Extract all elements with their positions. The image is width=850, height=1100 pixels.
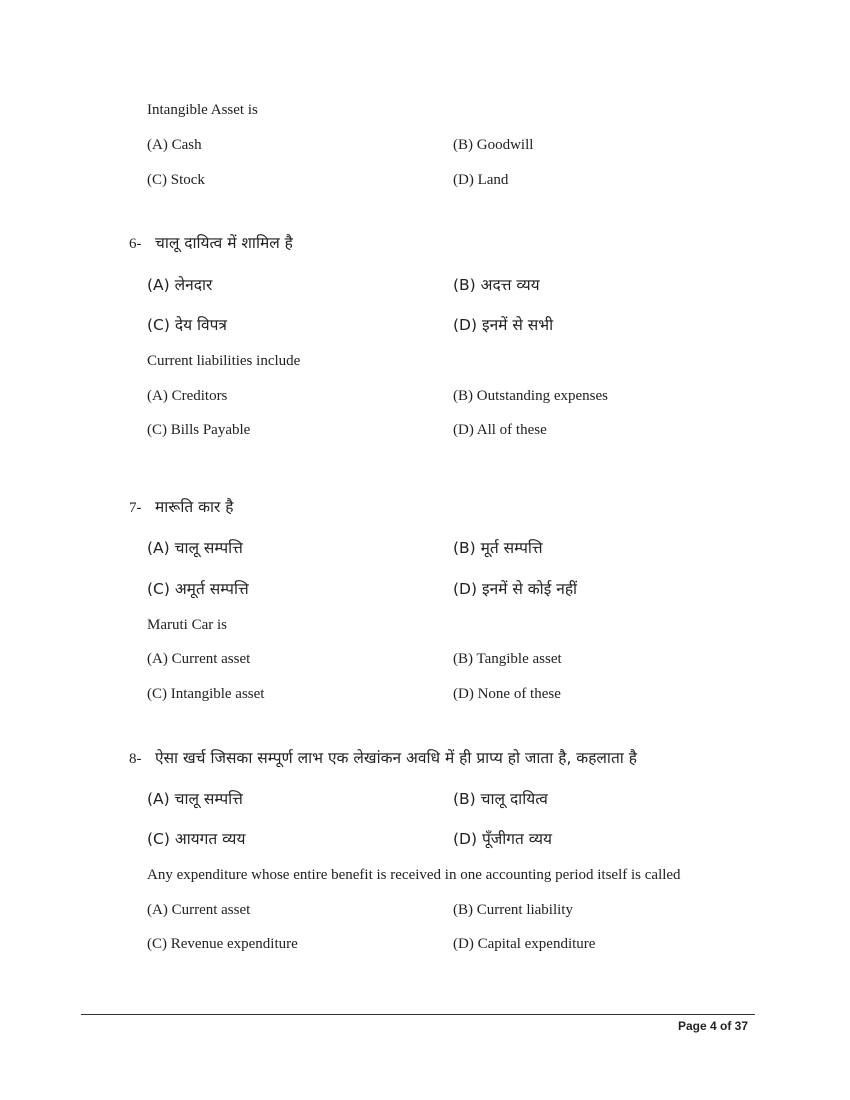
q8-number: 8- [129, 751, 142, 767]
q7-en-option-a: (A) Current asset [147, 651, 251, 667]
q8-hi-option-d: (D) पूँजीगत व्यय [453, 830, 553, 848]
q5-en-question: Intangible Asset is [147, 102, 258, 118]
q7-hi-question [129, 495, 234, 517]
q8-hi-question-text: ऐसा खर्च जिसका सम्पूर्ण लाभ एक लेखांकन अवधि में ही प्राप्य हो जाता है, कहलाता है [155, 749, 637, 767]
q6-hi-option-b: (B) अदत्त व्यय [453, 276, 540, 294]
q8-hi-option-b: (B) चालू दायित्व [453, 790, 548, 808]
q5-en-option-b: (B) Goodwill [453, 137, 534, 153]
q7-en-option-b: (B) Tangible asset [453, 651, 562, 667]
q8-en-option-a: (A) Current asset [147, 902, 251, 918]
q7-en-question: Maruti Car is [147, 617, 227, 633]
footer-divider [81, 1014, 755, 1015]
q5-en-option-d: (D) Land [453, 172, 509, 188]
q7-en-option-d: (D) None of these [453, 686, 561, 702]
q7-hi-question-text: मारूति कार है [155, 498, 234, 516]
q8-hi-option-c: (C) आयगत व्यय [147, 830, 246, 848]
q6-en-option-c: (C) Bills Payable [147, 422, 251, 438]
q7-number: 7- [129, 500, 142, 516]
q6-hi-option-d: (D) इनमें से सभी [453, 316, 554, 334]
page-number: Page 4 of 37 [677, 1019, 748, 1033]
q8-hi-option-a: (A) चालू सम्पत्ति [147, 790, 243, 808]
q6-hi-question-text: चालू दायित्व में शामिल है [155, 234, 293, 252]
q6-hi-option-c: (C) देय विपत्र [147, 316, 227, 334]
q7-hi-option-c: (C) अमूर्त सम्पत्ति [147, 580, 249, 598]
q6-number: 6- [129, 236, 142, 252]
q7-en-option-c: (C) Intangible asset [147, 686, 265, 702]
q6-en-option-a: (A) Creditors [147, 388, 228, 404]
q8-hi-question [129, 746, 637, 768]
q5-en-option-a: (A) Cash [147, 137, 202, 153]
q6-en-option-d: (D) All of these [453, 422, 547, 438]
q6-hi-option-a: (A) लेनदार [147, 276, 213, 294]
q5-en-option-c: (C) Stock [147, 172, 205, 188]
q8-en-option-c: (C) Revenue expenditure [147, 936, 298, 952]
q8-en-option-d: (D) Capital expenditure [453, 936, 596, 952]
q7-hi-option-d: (D) इनमें से कोई नहीं [453, 580, 578, 598]
q7-hi-option-a: (A) चालू सम्पत्ति [147, 539, 243, 557]
q6-en-option-b: (B) Outstanding expenses [453, 388, 608, 404]
q6-en-question: Current liabilities include [147, 353, 301, 369]
q8-en-question: Any expenditure whose entire benefit is received in one accounting period itself is called [147, 867, 681, 883]
q6-hi-question [129, 231, 293, 253]
q8-en-option-b: (B) Current liability [453, 902, 573, 918]
q7-hi-option-b: (B) मूर्त सम्पत्ति [453, 539, 543, 557]
